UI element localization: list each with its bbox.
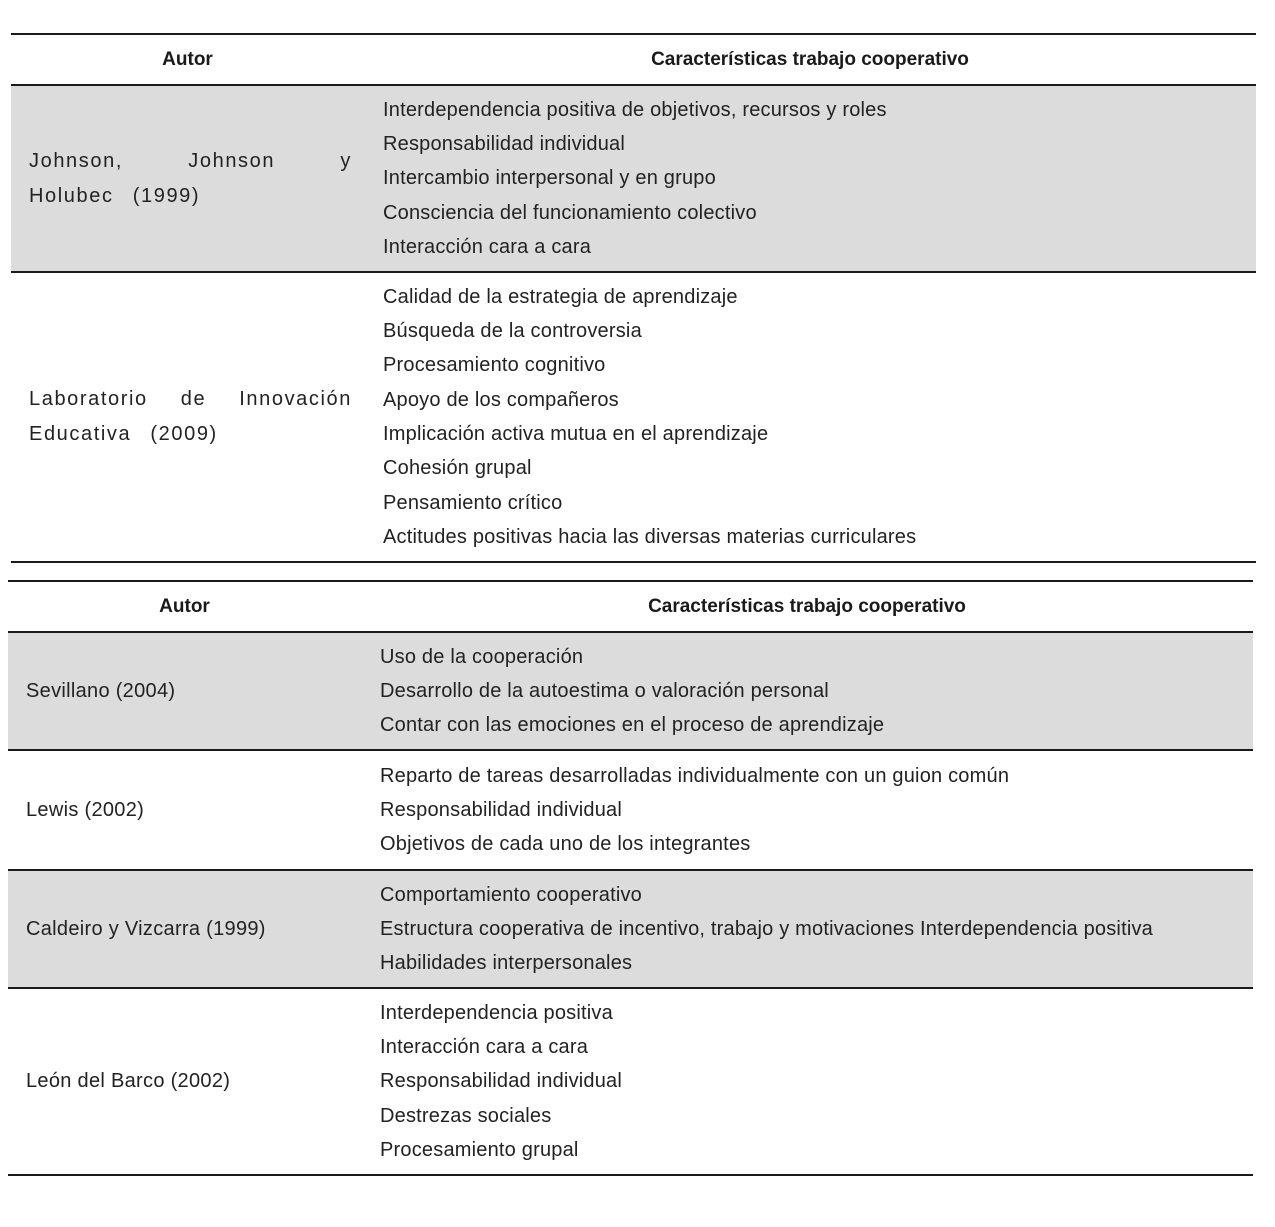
list-item: Procesamiento grupal	[380, 1138, 579, 1161]
table-row	[8, 632, 1253, 750]
list-item: Interacción cara a cara	[380, 1036, 589, 1059]
list-item: Objetivos de cada uno de los integrantes	[380, 833, 751, 856]
table-row	[11, 85, 1256, 272]
list-item: Pensamiento crítico	[383, 491, 563, 514]
list-item: Interacción cara a cara	[383, 235, 592, 258]
characteristics-cell	[361, 988, 1253, 1175]
list-item: Procesamiento cognitivo	[383, 354, 606, 377]
table-row	[8, 870, 1253, 988]
characteristics-cell	[361, 750, 1253, 870]
author-cell: Johnson, Johnson y Holubec (1999)	[29, 149, 352, 207]
list-item: Habilidades interpersonales	[380, 952, 633, 975]
list-item: Interdependencia positiva de objetivos, recursos y roles	[383, 98, 887, 121]
list-item: Responsabilidad individual	[380, 1070, 623, 1093]
list-item: Implicación activa mutua en el aprendizaje	[383, 423, 769, 445]
caracteristicas-column-header: Características trabajo cooperativo	[651, 48, 969, 70]
list-item: Responsabilidad individual	[383, 133, 626, 156]
list-item: Búsqueda de la controversia	[383, 320, 642, 343]
list-item: Actitudes positivas hacia las diversas materias curriculares	[383, 525, 917, 548]
characteristics-cell	[364, 272, 1256, 562]
characteristics-cell	[361, 632, 1253, 750]
list-item: Desarrollo de la autoestima o valoración personal	[380, 679, 829, 702]
characteristics-cell	[361, 870, 1253, 988]
list-item: Contar con las emociones en el proceso de aprendizaje	[380, 714, 885, 737]
list-item: Estructura cooperativa de incentivo, trabajo y motivaciones Interdependencia positiva	[380, 917, 1153, 940]
table-header-row	[8, 581, 1253, 632]
table-row	[8, 988, 1253, 1175]
autor-column-header: Autor	[162, 48, 213, 70]
list-item: Apoyo de los compañeros	[383, 388, 619, 411]
list-item: Cohesión grupal	[383, 457, 532, 480]
list-item: Responsabilidad individual	[380, 798, 623, 821]
author-cell: Sevillano (2004)	[26, 679, 176, 702]
autor-column-header: Autor	[159, 595, 210, 617]
list-item: Uso de la cooperación	[380, 645, 584, 668]
cooperative-work-table-2	[8, 580, 1253, 1176]
table-row	[8, 750, 1253, 870]
author-cell: Caldeiro y Vizcarra (1999)	[26, 917, 266, 940]
table-header-row	[11, 34, 1256, 85]
list-item: Reparto de tareas desarrolladas individualmente con un guion común	[380, 764, 1010, 787]
characteristics-cell	[364, 85, 1256, 272]
cooperative-work-table-1	[11, 33, 1256, 563]
list-item: Calidad de la estrategia de aprendizaje	[383, 285, 738, 308]
list-item: Consciencia del funcionamiento colectivo	[383, 201, 757, 224]
author-cell: Laboratorio de Innovación Educativa (2009)	[29, 388, 352, 445]
author-cell: León del Barco (2002)	[26, 1070, 231, 1092]
caracteristicas-column-header: Características trabajo cooperativo	[648, 595, 966, 617]
list-item: Comportamiento cooperativo	[380, 883, 642, 906]
list-item: Interdependencia positiva	[380, 1001, 613, 1024]
table-row	[11, 272, 1256, 562]
author-cell: Lewis (2002)	[26, 798, 145, 821]
list-item: Destrezas sociales	[380, 1104, 552, 1127]
list-item: Intercambio interpersonal y en grupo	[383, 167, 716, 190]
